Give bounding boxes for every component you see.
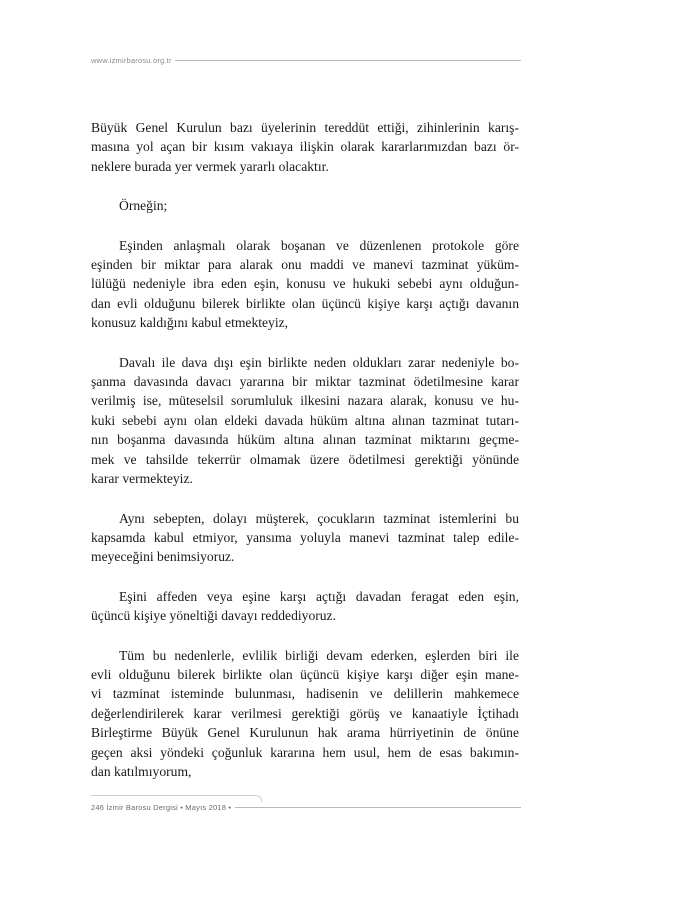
paragraph-line: meyeceğini benimsiyoruz. (91, 549, 235, 565)
paragraph-line: evli olduğunu bilerek birlikte olan üçüncü kişiye karşı diğer eşin mane- (91, 666, 519, 682)
paragraph-line: Örneğin; (119, 198, 168, 214)
paragraph-line: lülüğü nedeniyle ibra eden eşin, konusu ve hukuki sebebi aynı olduğun- (91, 276, 519, 292)
paragraph-line: kapsamda kabul etmiyor, yansıma yoluyla manevi tazminat talep edile- (91, 529, 519, 545)
paragraph-line: değerlendirilerek karar verilmesi gerektiği görüş ve kanaatiyle İçtihadı (91, 705, 519, 721)
paragraph (91, 646, 519, 782)
page-header (91, 54, 521, 66)
paragraph-line: dan katılmıyorum, (91, 763, 192, 779)
paragraph (91, 236, 519, 333)
paragraph-line: Birleştirme Büyük Genel Kurulunun hak arama hürriyetinin de önüne (91, 725, 519, 741)
paragraph-line: karar vermekteyiz. (91, 471, 193, 487)
paragraph (91, 587, 519, 626)
paragraph-line: dan evli olduğunu bilerek birlikte olan üçüncü kişiye karşı açtığı davanın (91, 295, 519, 311)
paragraph-line: Davalı ile dava dışı eşin birlikte neden oldukları zarar nedeniyle bo- (119, 354, 519, 370)
page-footer (91, 801, 521, 813)
paragraph-line: neklere burada yer vermek yararlı olacaktır. (91, 158, 329, 174)
body-text (91, 118, 519, 801)
paragraph-line: verilmiş ise, müteselsil sorumluluk ilkesini nazara alarak, konusu ve hu- (91, 393, 519, 409)
paragraph-line: Eşinden anlaşmalı olarak boşanan ve düzenlenen protokole göre (119, 237, 519, 253)
paragraph-line: masına yol açan bir kısım vakıaya ilişkin olarak kararlarımızdan bazı ör- (91, 139, 519, 155)
paragraph (91, 196, 519, 215)
paragraph-line: Eşini affeden veya eşine karşı açtığı davadan feragat eden eşin, (119, 588, 519, 604)
footer-rule (235, 807, 521, 808)
paragraph-line: kuki sebebi aynı olan eldeki davada hüküm altına alınan tazminat tutarı- (91, 412, 519, 428)
paragraph-line: eşinden bir miktar para alarak onu maddi ve manevi tazminat yüküm- (91, 257, 519, 273)
paragraph-line: vi tazminat isteminde bulunması, hadisenin ve delillerin mahkemece (91, 686, 519, 702)
paragraph-line: şanma davasında davacı yararına bir miktar tazminat ödetilmesine karar (91, 374, 519, 390)
paragraph (91, 509, 519, 567)
header-rule (175, 60, 521, 61)
paragraph (91, 353, 519, 489)
paragraph-line: geçen aksi yöndeki çoğunluk kararına hem usul, hem de esas bakımın- (91, 744, 519, 760)
footer-text: 246 İzmir Barosu Dergisi • Mayıs 2018 • (91, 802, 232, 812)
paragraph-line: Tüm bu nedenlerle, evlilik birliği devam ederken, eşlerden biri ile (119, 647, 519, 663)
header-url: www.izmirbarosu.org.tr (91, 55, 172, 65)
paragraph-line: üçüncü kişiye yöneltiği davayı reddediyoruz. (91, 608, 336, 624)
paragraph-line: Aynı sebepten, dolayı müşterek, çocukların tazminat istemlerini bu (119, 510, 519, 526)
paragraph-line: mek ve tahsilde tekerrür olmamak üzere ödetilmesi gerektiği yönünde (91, 451, 519, 467)
paragraph-line: Büyük Genel Kurulun bazı üyelerinin tereddüt ettiği, zihinlerinin karış- (91, 120, 519, 135)
paragraph (91, 118, 519, 176)
paragraph-line: nın boşanma davasında hüküm altına alınan tazminat miktarını geçme- (91, 432, 519, 448)
paragraph-line: konusuz kaldığını kabul etmekteyiz, (91, 315, 289, 331)
